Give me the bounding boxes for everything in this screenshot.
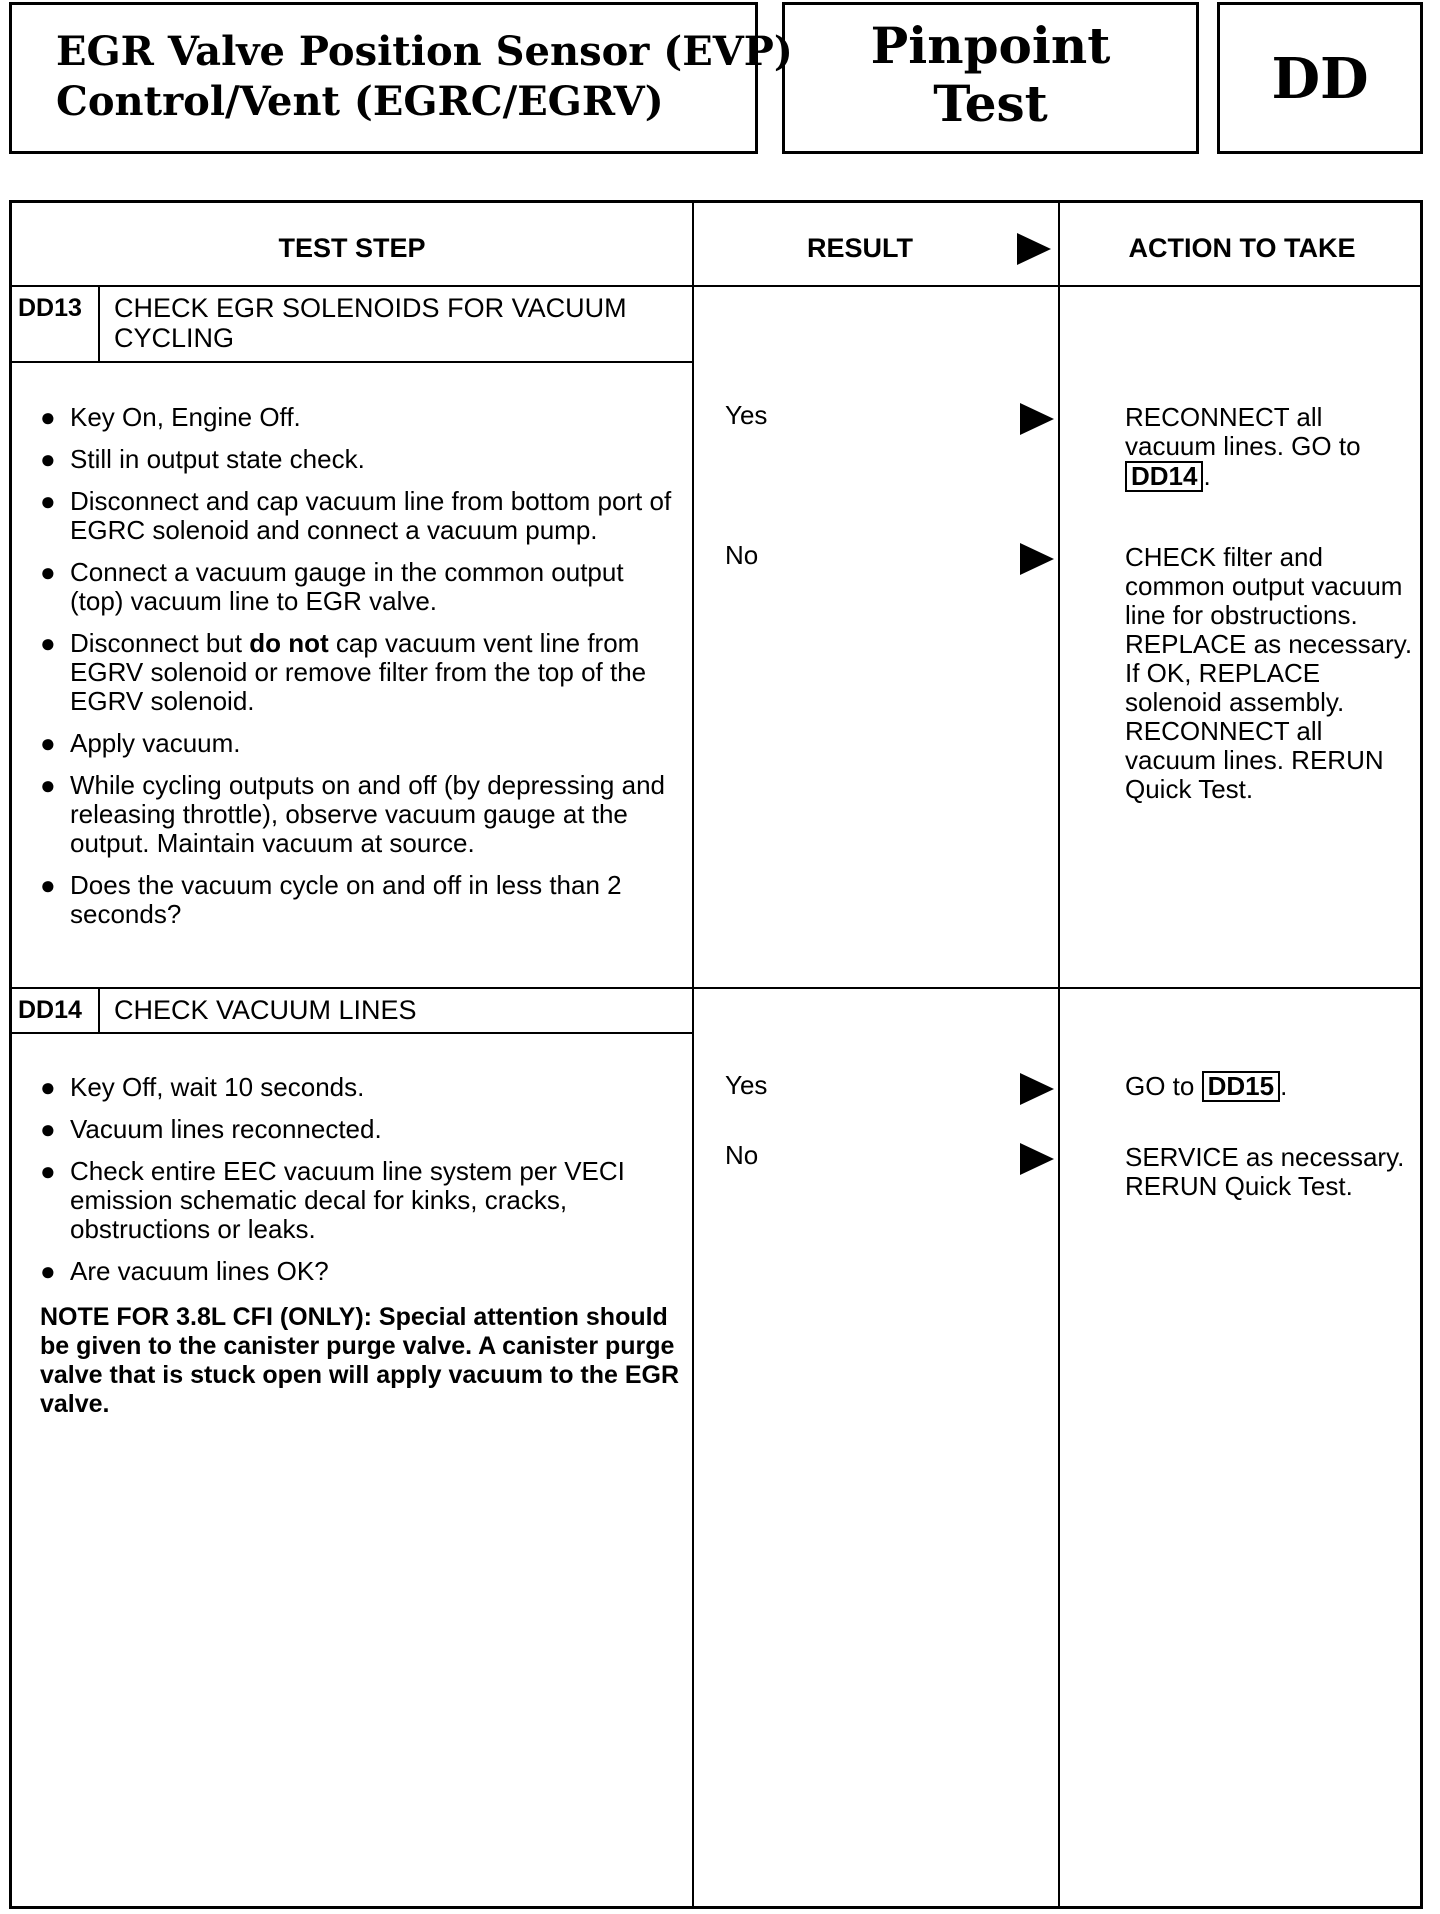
bullet-icon: ● bbox=[40, 402, 56, 432]
step-reference-dd14: DD14 bbox=[1125, 461, 1203, 492]
list-item: ● Are vacuum lines OK? bbox=[40, 1256, 329, 1286]
step-id-dd14: DD14 bbox=[18, 996, 82, 1024]
bullet-icon: ● bbox=[40, 486, 56, 516]
step-dd13-instructions bbox=[40, 403, 680, 942]
list-item: ● Disconnect but do not cap vacuum vent line from EGRV solenoid or remove filter from the top of the EGRV solenoid. bbox=[40, 628, 647, 716]
page-title bbox=[56, 27, 793, 127]
result-yes-dd13: Yes bbox=[725, 400, 768, 430]
list-item: ● Disconnect and cap vacuum line from bottom port of EGRC solenoid and connect a vacuum pump. bbox=[40, 486, 672, 545]
title-line-1: EGR Valve Position Sensor (EVP) bbox=[56, 28, 793, 75]
list-item: ● While cycling outputs on and off (by depressing and releasing throttle), observe vacuum gauge at the output. Maintain vacuum at source. bbox=[40, 770, 665, 858]
list-item: ● Key Off, wait 10 seconds. bbox=[40, 1072, 365, 1102]
result-arrow-icon bbox=[1020, 1143, 1054, 1175]
step-id-divider bbox=[98, 285, 100, 363]
step-reference-dd15: DD15 bbox=[1202, 1071, 1280, 1102]
bullet-icon: ● bbox=[40, 1256, 56, 1286]
pinpoint-label bbox=[785, 17, 1196, 133]
column-divider bbox=[1058, 203, 1060, 1906]
bullet-icon: ● bbox=[40, 1072, 56, 1102]
title-line-2: Control/Vent (EGRC/EGRV) bbox=[56, 78, 664, 125]
list-item: ● Connect a vacuum gauge in the common output (top) vacuum line to EGR valve. bbox=[40, 557, 624, 616]
column-divider bbox=[692, 203, 694, 1906]
result-arrow-icon bbox=[1017, 233, 1051, 265]
step-id-dd13: DD13 bbox=[18, 294, 82, 322]
result-no-dd13: No bbox=[725, 540, 759, 570]
note-3-8l-cfi: NOTE FOR 3.8L CFI (ONLY): Special attention should be given to the canister purge valve. A canister purge valve that is stuck open will apply vacuum to the EGR valve. bbox=[40, 1303, 680, 1418]
bullet-icon: ● bbox=[40, 557, 56, 587]
action-no-dd14: SERVICE as necessary. RERUN Quick Test. bbox=[1125, 1142, 1405, 1201]
list-item: ● Key On, Engine Off. bbox=[40, 402, 301, 432]
pinpoint-line-2: Test bbox=[933, 74, 1048, 133]
test-code-box bbox=[1217, 2, 1423, 154]
bullet-icon: ● bbox=[40, 1156, 56, 1186]
step-title-dd13: CHECK EGR SOLENOIDS FOR VACUUM CYCLING bbox=[114, 293, 627, 353]
result-arrow-icon bbox=[1020, 1073, 1054, 1105]
pinpoint-test-box bbox=[782, 2, 1199, 154]
list-item: ● Vacuum lines reconnected. bbox=[40, 1114, 382, 1144]
step-title-divider bbox=[12, 361, 694, 363]
test-code: DD bbox=[1271, 46, 1369, 112]
step-divider bbox=[12, 987, 1420, 989]
column-header-result: RESULT bbox=[807, 233, 913, 263]
list-item: ● Check entire EEC vacuum line system per VECI emission schematic decal for kinks, cracks, obstructions or leaks. bbox=[40, 1156, 625, 1244]
list-item: ● Apply vacuum. bbox=[40, 728, 241, 758]
header-title-box bbox=[9, 2, 793, 154]
bullet-icon: ● bbox=[40, 870, 56, 900]
pinpoint-table bbox=[9, 200, 1423, 1909]
result-arrow-icon bbox=[1020, 403, 1054, 435]
result-yes-dd14: Yes bbox=[725, 1070, 768, 1100]
column-header-action: ACTION TO TAKE bbox=[1128, 233, 1356, 263]
action-yes-dd13: RECONNECT all vacuum lines. GO to DD14 . bbox=[1125, 402, 1361, 491]
list-item: ● Does the vacuum cycle on and off in less than 2 seconds? bbox=[40, 870, 622, 929]
header-row-divider bbox=[12, 285, 1420, 287]
bullet-icon: ● bbox=[40, 444, 56, 474]
column-header-test-step: TEST STEP bbox=[278, 233, 426, 263]
bullet-icon: ● bbox=[40, 1114, 56, 1144]
step-title-dd14: CHECK VACUUM LINES bbox=[114, 995, 417, 1025]
result-no-dd14: No bbox=[725, 1140, 759, 1170]
pinpoint-line-1: Pinpoint bbox=[870, 16, 1111, 75]
step-dd14-instructions bbox=[40, 1073, 680, 1299]
result-arrow-icon bbox=[1020, 543, 1054, 575]
step-id-divider bbox=[98, 987, 100, 1033]
bullet-icon: ● bbox=[40, 770, 56, 800]
bullet-icon: ● bbox=[40, 628, 56, 658]
bullet-icon: ● bbox=[40, 728, 56, 758]
action-no-dd13: CHECK filter and common output vacuum line for obstructions. REPLACE as necessary. If OK, REPLACE solenoid assembly. RECONNECT all vacuum lines. RERUN Quick Test. bbox=[1125, 542, 1413, 804]
action-yes-dd14: GO to DD15 . bbox=[1125, 1071, 1288, 1101]
step-title-divider bbox=[12, 1032, 694, 1034]
list-item: ● Still in output state check. bbox=[40, 444, 365, 474]
